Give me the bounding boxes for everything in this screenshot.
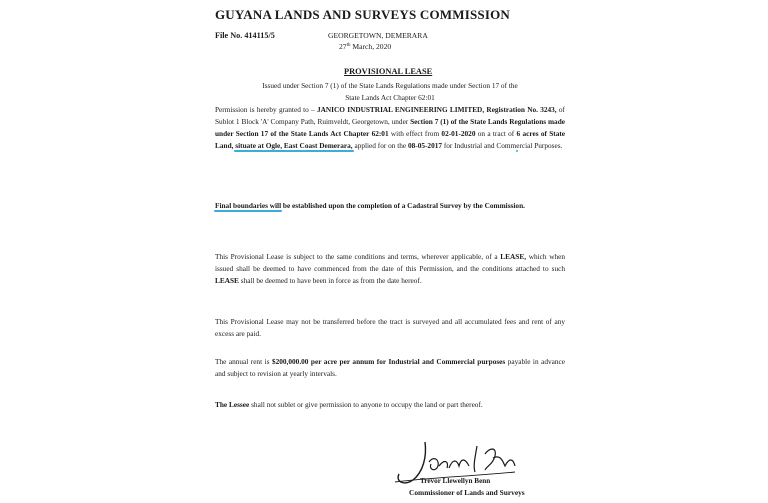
conditions-paragraph: This Provisional Lease is subject to the same conditions and terms, wherever applicable, of a LEASE, which when issued shall be deemed to have commenced from the date of this Permission, and the conditions attached to such LEASE shall be deemed to have been in force as from the date hereof.: [215, 252, 565, 285]
rent-paragraph: The annual rent is $200,000.00 per acre per annum for Industrial and Commercial purposes payable in advance and subject to revision at yearly intervals.: [215, 357, 565, 378]
highlighted-location: situate at Ogle, East Coast Demerara,: [235, 141, 353, 150]
lease-heading: PROVISIONAL LEASE: [344, 67, 433, 76]
intro-paragraph: Issued under Section 7 (1) of the State Lands Regulations made under Section 17 of the State Lands Act Chapter 62:01: [262, 81, 518, 102]
document-title: GUYANA LANDS AND SURVEYS COMMISSION: [215, 7, 510, 22]
permission-paragraph: Permission is hereby granted to – JANICO INDUSTRIAL ENGINEERING LIMITED, Registration No. 3243, of Sublot 1 Block 'A' Company Path, Ruimveldt, Georgetown, under Section 7 (1) of the State Lands Regulations made under Section 17 of the State Lands Act Chapter 62:01 with effect from 02-01-2020 on a tract of 6 acres of State Land, situate at Ogle, East Coast Demerara, applied for on the 08-05-2017 for Industrial and Commercial Purposes.: [215, 105, 566, 150]
transfer-paragraph: This Provisional Lease may not be transferred before the tract is surveyed and all accumulated fees and rent of any excess are paid.: [215, 317, 565, 338]
sublet-paragraph: The Lessee shall not sublet or give permission to anyone to occupy the land or part thereof.: [215, 400, 483, 409]
signatory-name: Trevor Llewellyn Benn: [420, 477, 491, 485]
highlighted-boundaries: Final boundaries will: [215, 201, 282, 210]
lease-document: [200, 0, 570, 503]
highlighted-area: 6 acres of State Land,: [215, 129, 566, 150]
signatory-title: Commissioner of Lands and Surveys: [409, 488, 525, 497]
boundaries-paragraph: Final boundaries will be established upon the completion of a Cadastral Survey by the Commission.: [215, 201, 525, 210]
file-number: File No. 414115/5: [215, 31, 275, 40]
issue-date: 27th March, 2020: [339, 42, 392, 51]
issue-place: GEORGETOWN, DEMERARA: [328, 31, 428, 40]
